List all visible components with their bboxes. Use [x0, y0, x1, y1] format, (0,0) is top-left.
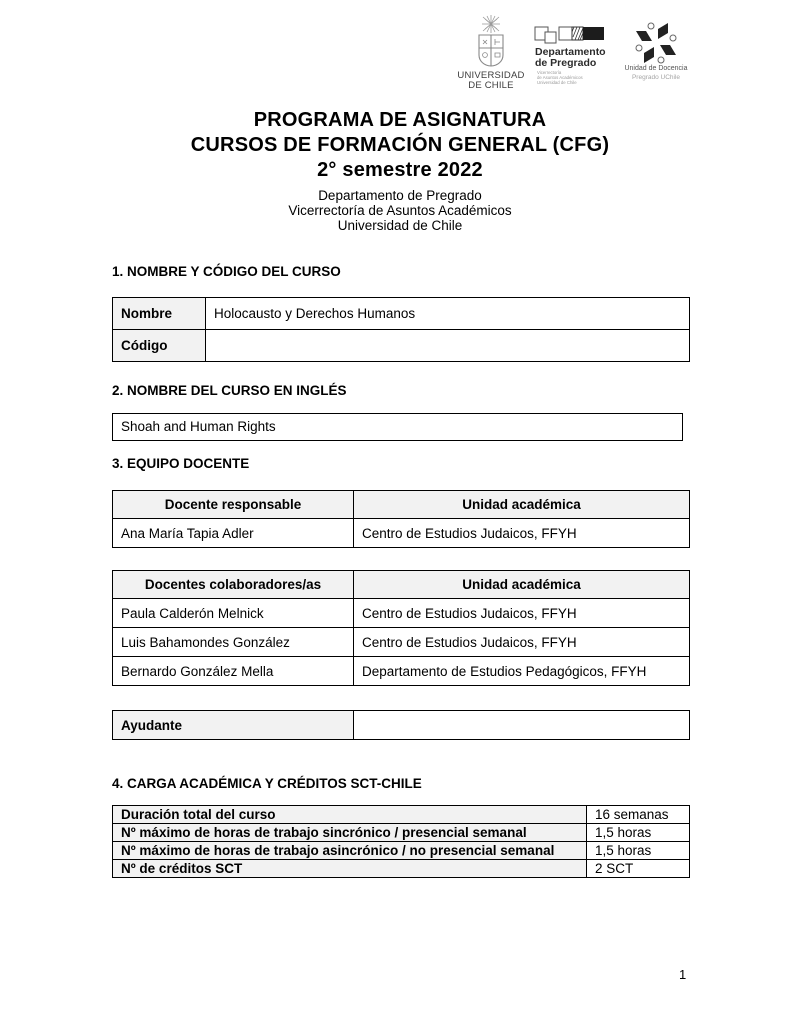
table-row: [113, 657, 690, 686]
codigo-value-cell: [206, 330, 690, 362]
horas-asincronico-value-cell: 1,5 horas: [587, 842, 690, 860]
table-header-row: [113, 571, 690, 599]
responsable-name-cell: Ana María Tapia Adler: [113, 519, 354, 548]
pregrado-logo-title-line1: Departamento: [535, 46, 606, 58]
page-number: 1: [679, 967, 687, 982]
table-row: [113, 711, 690, 740]
table-header-row: [113, 491, 690, 519]
unidad-header-cell: Unidad académica: [354, 491, 690, 519]
carga-academica-table: [112, 805, 690, 878]
document-subtitle-line1: Departamento de Pregrado: [318, 188, 482, 203]
document-subtitle-line3: Universidad de Chile: [337, 218, 463, 233]
uchile-logo-text-line1: UNIVERSIDAD: [457, 70, 525, 81]
departamento-pregrado-logo: [534, 24, 616, 88]
responsable-header-cell: Docente responsable: [113, 491, 354, 519]
colaborador-name-cell: Luis Bahamondes González: [113, 628, 354, 657]
section4-heading: 4. CARGA ACADÉMICA Y CRÉDITOS SCT-CHILE: [112, 776, 422, 791]
table-row: [113, 519, 690, 548]
english-course-name-box: Shoah and Human Rights: [112, 413, 683, 441]
colaborador-unit-cell: Centro de Estudios Judaicos, FFYH: [354, 628, 690, 657]
ayudante-table: [112, 710, 690, 740]
creditos-label-cell: Nº de créditos SCT: [113, 860, 587, 878]
document-title-line2: CURSOS DE FORMACIÓN GENERAL (CFG): [190, 134, 610, 156]
table-row: [113, 842, 690, 860]
unidad-header-cell: Unidad académica: [354, 571, 690, 599]
table-row: [113, 330, 690, 362]
table-row: [113, 599, 690, 628]
document-title-line1: PROGRAMA DE ASIGNATURA: [253, 109, 547, 131]
course-name-code-table: [112, 297, 690, 362]
creditos-value-cell: 2 SCT: [587, 860, 690, 878]
duracion-value-cell: 16 semanas: [587, 806, 690, 824]
colaboradores-header-cell: Docentes colaboradores/as: [113, 571, 354, 599]
codigo-label-cell: Código: [113, 330, 206, 362]
table-row: [113, 824, 690, 842]
unidad-docencia-logo: [620, 17, 692, 83]
pregrado-logo-title-line2: de Pregrado: [535, 57, 597, 69]
document-subtitle-line2: Vicerrectoría de Asuntos Académicos: [288, 203, 512, 218]
document-title-line3: 2° semestre 2022: [317, 159, 483, 181]
horas-sincronico-label-cell: Nº máximo de horas de trabajo sincrónico / presencial semanal: [113, 824, 587, 842]
logo-strip: [452, 11, 692, 91]
docencia-logo-line1: Unidad de Docencia: [624, 65, 688, 72]
table-row: [113, 628, 690, 657]
docentes-colaboradores-table: [112, 570, 690, 686]
section1-heading: 1. NOMBRE Y CÓDIGO DEL CURSO: [112, 264, 341, 279]
shield-icon: [479, 35, 503, 66]
nombre-label-cell: Nombre: [113, 298, 206, 330]
pregrado-logo-sub-line1: Vicerrectoría: [537, 70, 562, 75]
ayudante-label-cell: Ayudante: [113, 711, 354, 740]
colaborador-name-cell: Bernardo González Mella: [113, 657, 354, 686]
blocks-icon: [535, 27, 604, 43]
duracion-label-cell: Duración total del curso: [113, 806, 587, 824]
horas-asincronico-label-cell: Nº máximo de horas de trabajo asincrónico / no presencial semanal: [113, 842, 587, 860]
responsable-unit-cell: Centro de Estudios Judaicos, FFYH: [354, 519, 690, 548]
pinwheel-icon: [636, 23, 676, 63]
table-row: [113, 806, 690, 824]
section3-heading: 3. EQUIPO DOCENTE: [112, 456, 250, 471]
docente-responsable-table: [112, 490, 690, 548]
section2-heading: 2. NOMBRE DEL CURSO EN INGLÉS: [112, 383, 347, 398]
pregrado-logo-sub-line3: Universidad de Chile: [537, 80, 577, 85]
colaborador-unit-cell: Departamento de Estudios Pedagógicos, FFYH: [354, 657, 690, 686]
universidad-de-chile-logo: [452, 11, 530, 91]
colaborador-unit-cell: Centro de Estudios Judaicos, FFYH: [354, 599, 690, 628]
uchile-logo-text-line2: DE CHILE: [468, 80, 514, 91]
docencia-logo-line2: Pregrado UChile: [631, 74, 681, 81]
starburst-icon: [482, 15, 500, 33]
title-block: [0, 108, 800, 233]
ayudante-value-cell: [354, 711, 690, 740]
nombre-value-cell: Holocausto y Derechos Humanos: [206, 298, 690, 330]
horas-sincronico-value-cell: 1,5 horas: [587, 824, 690, 842]
colaborador-name-cell: Paula Calderón Melnick: [113, 599, 354, 628]
pregrado-logo-sub-line2: de Asuntos Académicos: [537, 75, 583, 80]
table-row: [113, 860, 690, 878]
table-row: [113, 298, 690, 330]
